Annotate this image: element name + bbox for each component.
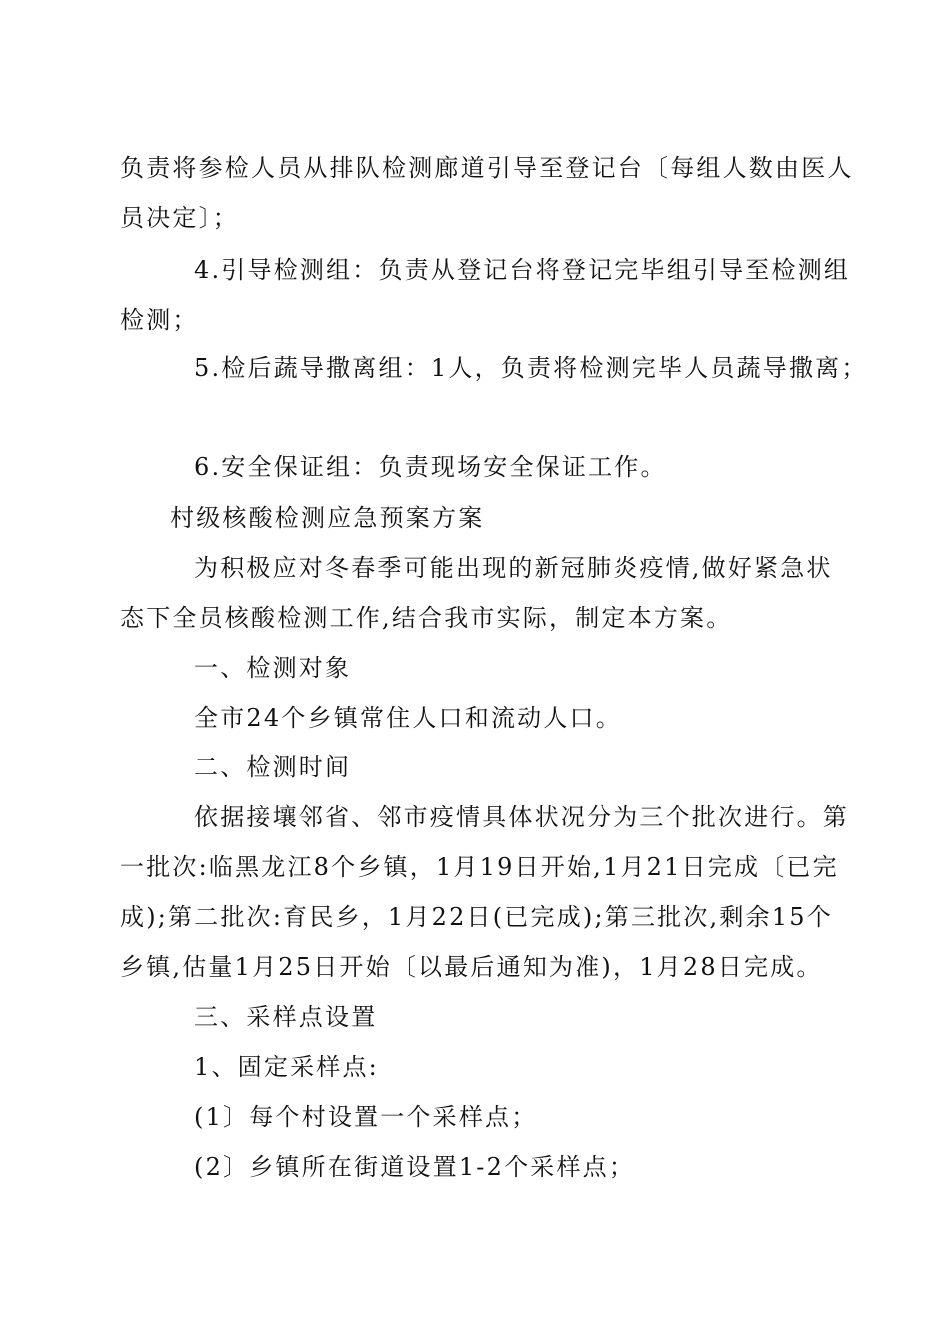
- paragraph-line: 为积极应对冬春季可能出现的新冠肺炎疫情,做好紧急状: [194, 554, 833, 582]
- paragraph-line: 依据接壤邻省、邻市疫情具体状况分为三个批次进行。第: [194, 803, 849, 831]
- paragraph-line: 负责将参检人员从排队检测廊道引导至登记台〔每组人数由医人: [120, 154, 854, 182]
- paragraph-line: 5.检后蔬导撒离组：1人，负责将检测完毕人员蔬导撒离；: [194, 354, 868, 382]
- paragraph-line: 成);第二批次:育民乡，1月22日(已完成);第三批次,剩余15个: [120, 903, 833, 931]
- paragraph-line: 员决定〕；: [120, 204, 239, 232]
- paragraph-line: 检测；: [120, 306, 199, 334]
- section-heading: 一、检测对象: [194, 654, 352, 682]
- paragraph-line: 乡镇,估量1月25日开始〔以最后通知为准)，1月28日完成。: [120, 953, 823, 981]
- section-title: 村级核酸检测应急预案方案: [170, 504, 485, 532]
- paragraph-line: 1、固定采样点:: [194, 1053, 379, 1081]
- paragraph-line: 态下全员核酸检测工作,结合我市实际，制定本方案。: [120, 604, 733, 632]
- section-heading: 二、检测时间: [194, 753, 352, 781]
- paragraph-line: 4.引导检测组：负责从登记台将登记完毕组引导至检测组: [194, 256, 851, 284]
- paragraph-line: 6.安全保证组：负责现场安全保证工作。: [194, 453, 667, 481]
- section-heading: 三、采样点设置: [194, 1003, 378, 1031]
- list-item: (2〕乡镇所在街道设置1-2个采样点；: [194, 1153, 636, 1181]
- paragraph-line: 一批次:临黑龙江8个乡镇，1月19日开始,1月21日完成〔已完: [120, 853, 839, 881]
- paragraph-line: 全市24个乡镇常住人口和流动人口。: [194, 704, 622, 732]
- list-item: (1〕每个村设置一个采样点；: [194, 1103, 538, 1131]
